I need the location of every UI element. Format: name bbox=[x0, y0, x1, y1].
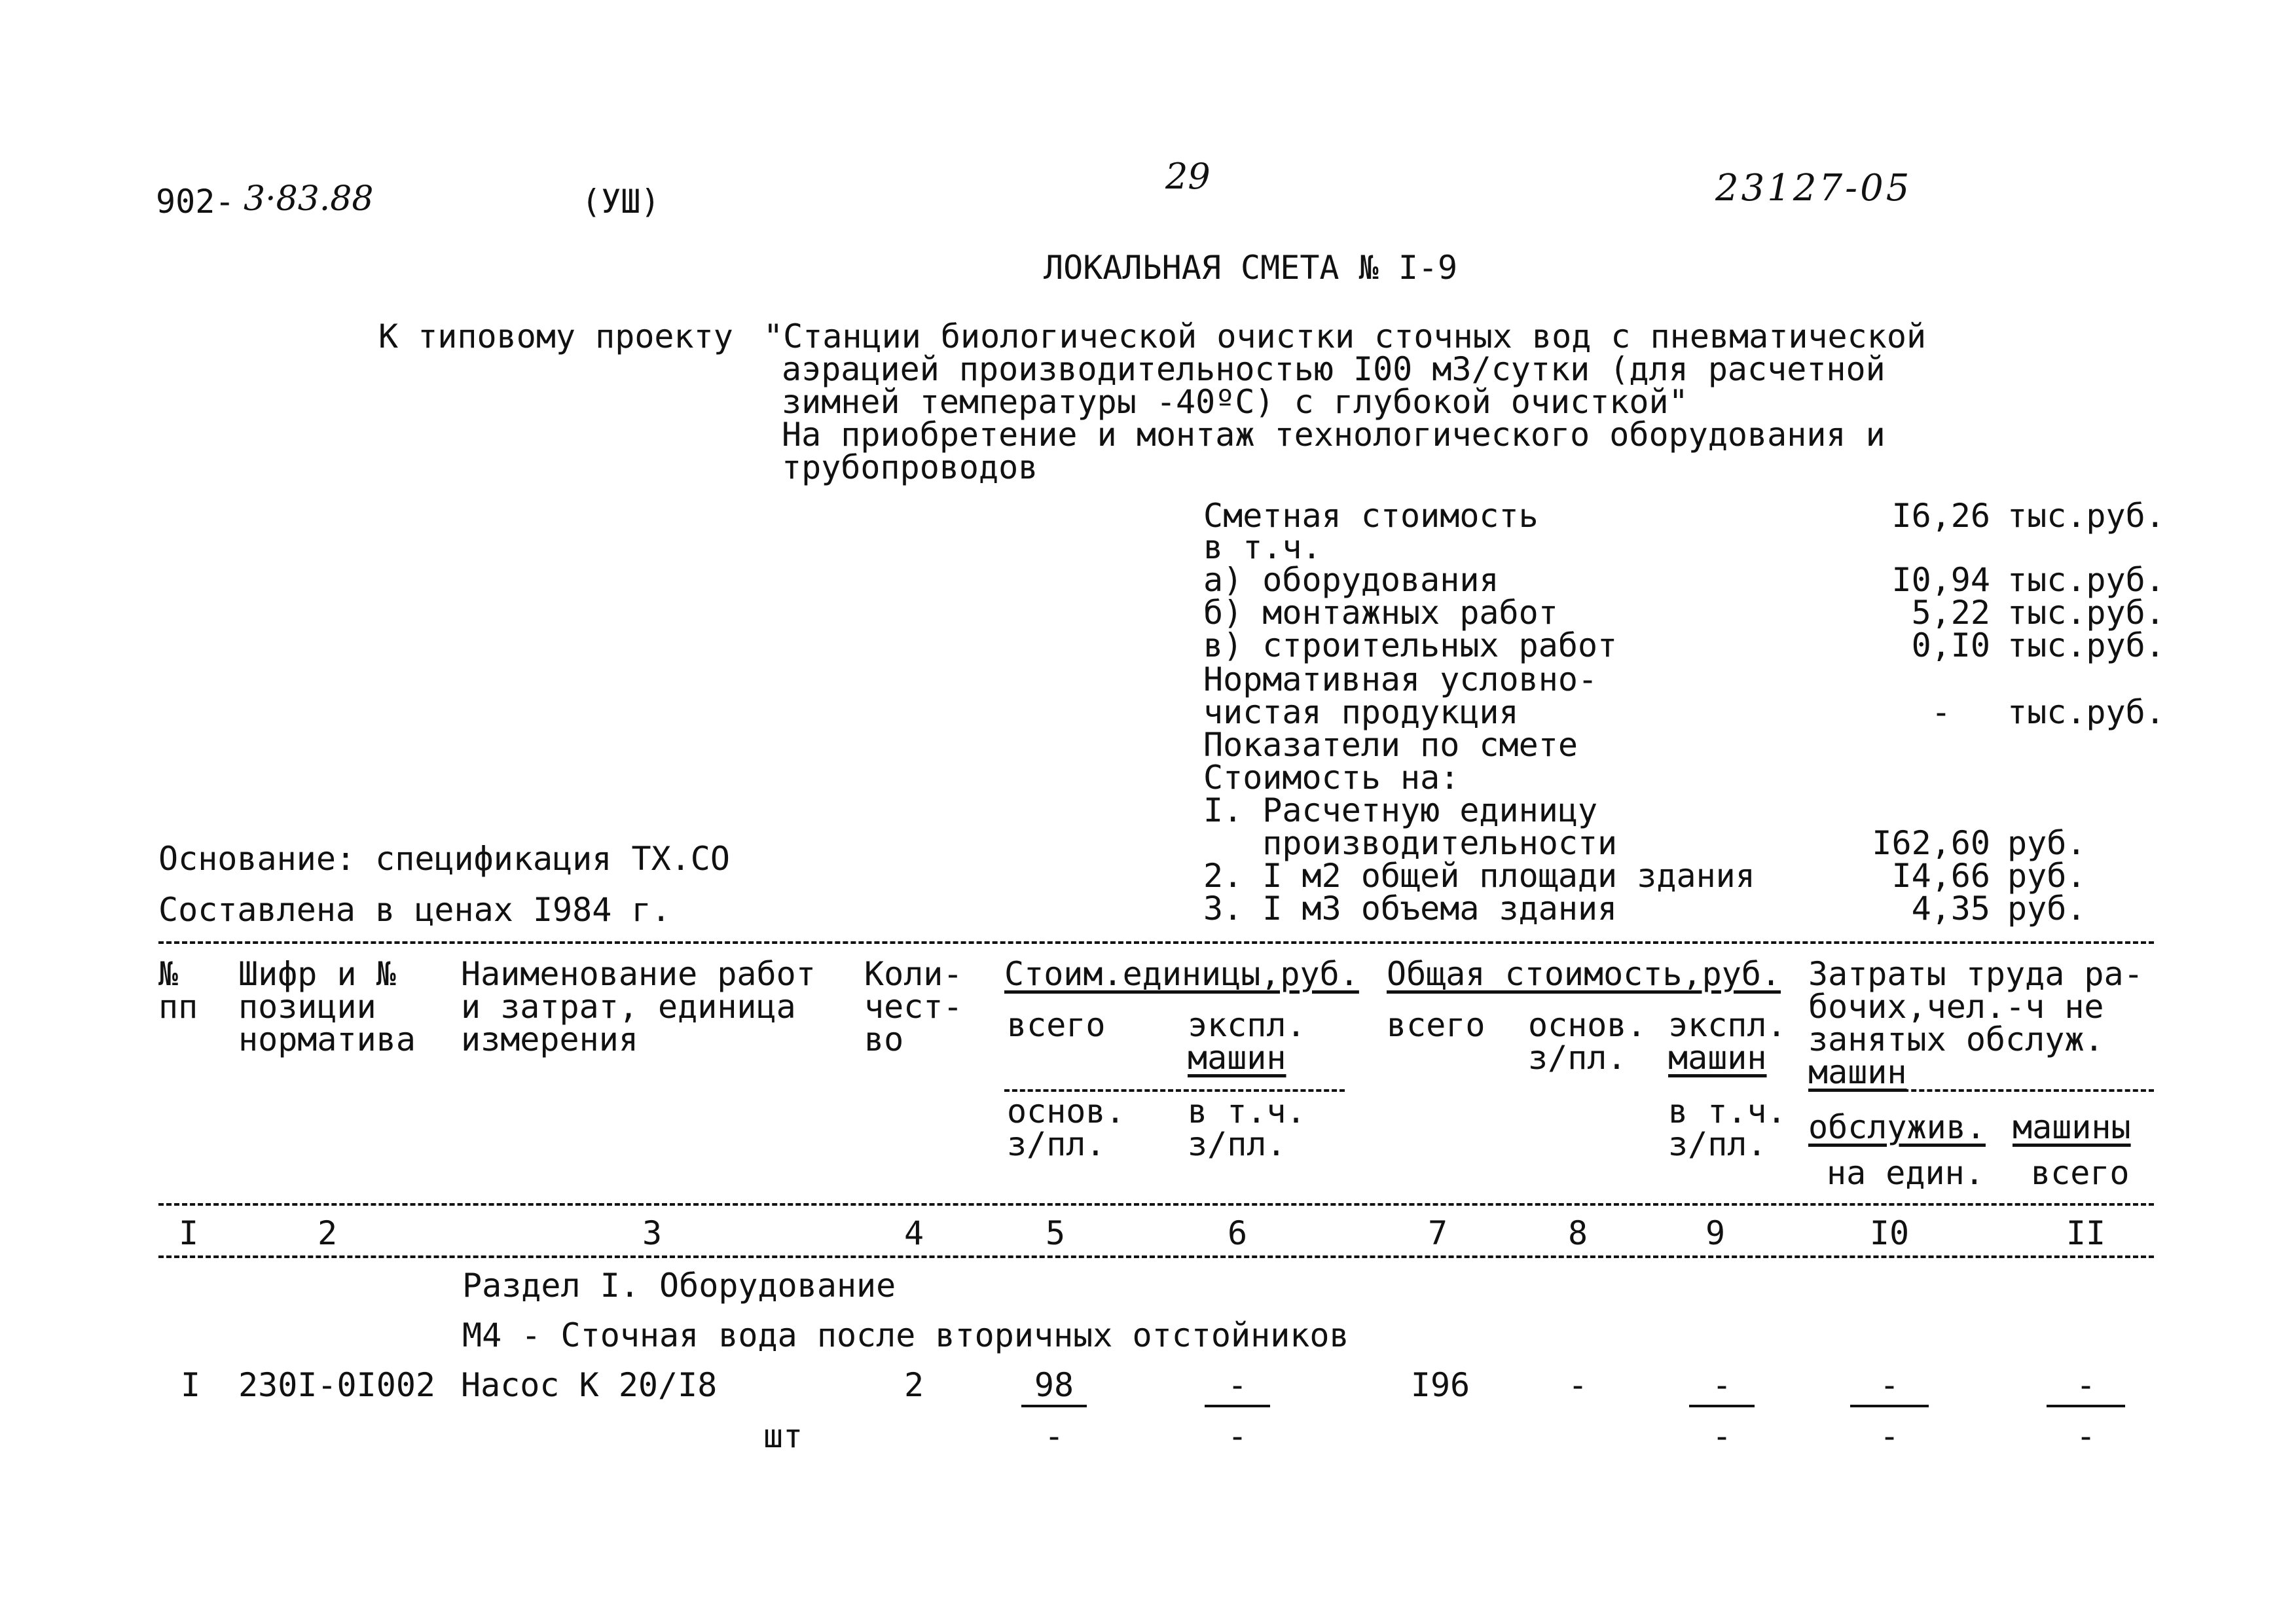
header-total-total: всего bbox=[1387, 1006, 1485, 1044]
cost-unit: руб. bbox=[2007, 890, 2086, 928]
cost-value: 5,22 bbox=[1911, 594, 1990, 632]
header-labor-service: обслужив. bbox=[1808, 1108, 1986, 1146]
header-qty: во bbox=[864, 1020, 904, 1058]
cell-rule bbox=[1021, 1405, 1087, 1407]
column-numbers-top-rule bbox=[158, 1203, 2154, 1206]
header-name: и затрат, единица bbox=[461, 988, 796, 1026]
project-line: "Станции биологической очистки сточных вод с пневматической bbox=[763, 317, 1927, 355]
header-qty: чест- bbox=[864, 988, 963, 1026]
row-number: I bbox=[181, 1366, 201, 1404]
row-labor-per-unit: - bbox=[1879, 1366, 1900, 1404]
table-top-rule bbox=[158, 941, 2154, 944]
subsection-heading: М4 - Сточная вода после вторичных отстойников bbox=[462, 1316, 1349, 1354]
compiled-text: Составлена в ценах I984 г. bbox=[158, 891, 671, 929]
column-number: 6 bbox=[1227, 1214, 1248, 1252]
cell-rule bbox=[1689, 1405, 1755, 1407]
header-name: Наименование работ bbox=[461, 955, 816, 993]
cost-label: Стоимость на: bbox=[1203, 759, 1460, 797]
cost-label: 3. I м3 объема здания bbox=[1203, 890, 1618, 928]
doc-code-printed: 902- bbox=[156, 183, 235, 221]
header-unit-machines: машин bbox=[1188, 1039, 1286, 1077]
cost-value: 0,I0 bbox=[1911, 626, 1990, 664]
header-unit-incl-wage: з/пл. bbox=[1188, 1125, 1286, 1163]
row-total-wage: - bbox=[1567, 1366, 1588, 1404]
row-labor-total: - bbox=[2075, 1366, 2096, 1404]
page-title: ЛОКАЛЬНАЯ СМЕТА № I-9 bbox=[1044, 249, 1458, 287]
header-labor: бочих,чел.-ч не bbox=[1808, 988, 2104, 1026]
column-number: I bbox=[178, 1214, 199, 1252]
cost-label: производительности bbox=[1203, 824, 1618, 862]
cost-value: I62,60 bbox=[1872, 824, 1990, 862]
cost-value: I4,66 bbox=[1891, 857, 1990, 895]
cost-unit: тыс.руб. bbox=[2007, 561, 2165, 599]
cost-unit: тыс.руб. bbox=[2007, 497, 2165, 535]
cost-label: Сметная стоимость bbox=[1203, 497, 1539, 535]
project-lead: К типовому проекту bbox=[378, 317, 733, 355]
column-number: 2 bbox=[317, 1214, 338, 1252]
row-code: 230I-0I002 bbox=[238, 1366, 436, 1404]
header-total-machines: машин bbox=[1668, 1039, 1767, 1077]
cost-unit: руб. bbox=[2007, 824, 2086, 862]
column-number: 4 bbox=[903, 1214, 924, 1252]
header-labor-machines: машины bbox=[2013, 1108, 2131, 1146]
cost-unit: руб. bbox=[2007, 857, 2086, 895]
header-rule bbox=[1808, 1089, 2154, 1092]
row-total-machines: - bbox=[1711, 1366, 1732, 1404]
column-number: 7 bbox=[1427, 1214, 1448, 1252]
column-number: II bbox=[2066, 1214, 2106, 1252]
cost-label: б) монтажных работ bbox=[1203, 594, 1558, 632]
cell-rule bbox=[1850, 1405, 1929, 1407]
cost-value: I0,94 bbox=[1891, 561, 1990, 599]
column-number: 8 bbox=[1567, 1214, 1588, 1252]
header-code: норматива bbox=[238, 1020, 416, 1058]
row-qty: 2 bbox=[903, 1366, 924, 1404]
row-total-incl-wage: - bbox=[1711, 1417, 1732, 1455]
row-total: I96 bbox=[1410, 1366, 1470, 1404]
header-unit-total: всего bbox=[1007, 1006, 1106, 1044]
project-line: трубопроводов bbox=[782, 448, 1038, 486]
cost-value: I6,26 bbox=[1891, 497, 1990, 535]
header-qty: Коли- bbox=[864, 955, 963, 993]
row-name: Насос К 20/I8 bbox=[461, 1366, 718, 1404]
cost-label: 2. I м2 общей площади здания bbox=[1203, 857, 1755, 895]
cost-unit: тыс.руб. bbox=[2007, 594, 2165, 632]
header-rule bbox=[1004, 1089, 1345, 1092]
header-total-incl-wage: з/пл. bbox=[1668, 1125, 1767, 1163]
header-code: Шифр и № bbox=[238, 955, 396, 993]
header-total-cost: Общая стоимость,руб. bbox=[1387, 955, 1781, 993]
header-code: позиции bbox=[238, 988, 376, 1026]
cost-label: в) строительных работ bbox=[1203, 626, 1618, 664]
header-labor-per-unit: на един. bbox=[1827, 1154, 1984, 1192]
cost-unit: тыс.руб. bbox=[2007, 626, 2165, 664]
column-number: 9 bbox=[1705, 1214, 1726, 1252]
page-number: 29 bbox=[1165, 156, 1211, 197]
header-total-incl-wage: в т.ч. bbox=[1668, 1092, 1787, 1130]
row-labor-per-unit-machines: - bbox=[1879, 1417, 1900, 1455]
column-number: I0 bbox=[1869, 1214, 1910, 1252]
header-unit-wage: з/пл. bbox=[1007, 1125, 1106, 1163]
cost-label: I. Расчетную единицу bbox=[1203, 791, 1598, 829]
project-line: На приобретение и монтаж технологического оборудования и bbox=[782, 416, 1886, 454]
row-labor-total-machines: - bbox=[2075, 1417, 2096, 1455]
row-unit-incl-wage: - bbox=[1227, 1417, 1248, 1455]
cost-label: Показатели по смете bbox=[1203, 726, 1578, 764]
cost-value: - bbox=[1931, 693, 1951, 731]
header-labor: Затраты труда ра- bbox=[1808, 955, 2143, 993]
header-unit-machines: экспл. bbox=[1188, 1006, 1306, 1044]
row-unit-machines: - bbox=[1227, 1366, 1248, 1404]
header-total-wage: основ. bbox=[1528, 1006, 1647, 1044]
cost-label: в т.ч. bbox=[1203, 528, 1322, 566]
cost-unit: тыс.руб. bbox=[2007, 693, 2165, 731]
header-name: измерения bbox=[461, 1020, 638, 1058]
column-number: 3 bbox=[642, 1214, 663, 1252]
column-number: 5 bbox=[1045, 1214, 1066, 1252]
project-line: аэрацией производительностью I00 м3/сутки (для расчетной bbox=[782, 350, 1886, 388]
archive-number: 23127-05 bbox=[1715, 167, 1912, 209]
cost-label: чистая продукция bbox=[1203, 693, 1519, 731]
header-unit-wage: основ. bbox=[1007, 1092, 1125, 1130]
project-line: зимней температуры -40ºС) с глубокой очисткой" bbox=[782, 383, 1688, 421]
header-num: № bbox=[158, 955, 179, 993]
cost-label: а) оборудования bbox=[1203, 561, 1499, 599]
doc-code-handwritten: 3·83.88 bbox=[244, 179, 374, 219]
cell-rule bbox=[1205, 1405, 1270, 1407]
row-unit: шт bbox=[763, 1417, 803, 1455]
header-total-machines: экспл. bbox=[1668, 1006, 1787, 1044]
cost-value: 4,35 bbox=[1911, 890, 1990, 928]
row-unit-wage: - bbox=[1044, 1417, 1065, 1455]
header-num: пп bbox=[158, 988, 198, 1026]
header-unit-incl-wage: в т.ч. bbox=[1188, 1092, 1306, 1130]
header-labor: занятых обслуж. bbox=[1808, 1020, 2104, 1058]
basis-text: Основание: спецификация ТХ.СО bbox=[158, 840, 730, 878]
header-total-wage: з/пл. bbox=[1528, 1039, 1627, 1077]
header-unit-cost: Стоим.единицы,руб. bbox=[1004, 955, 1359, 993]
series-code: (УШ) bbox=[581, 183, 661, 221]
header-labor-total: всего bbox=[2031, 1154, 2130, 1192]
section-heading: Раздел I. Оборудование bbox=[462, 1267, 896, 1305]
row-unit-total: 98 bbox=[1034, 1366, 1074, 1404]
cell-rule bbox=[2047, 1405, 2125, 1407]
column-numbers-bottom-rule bbox=[158, 1255, 2154, 1258]
header-labor: машин bbox=[1808, 1053, 1907, 1091]
cost-label: Нормативная условно- bbox=[1203, 660, 1598, 698]
